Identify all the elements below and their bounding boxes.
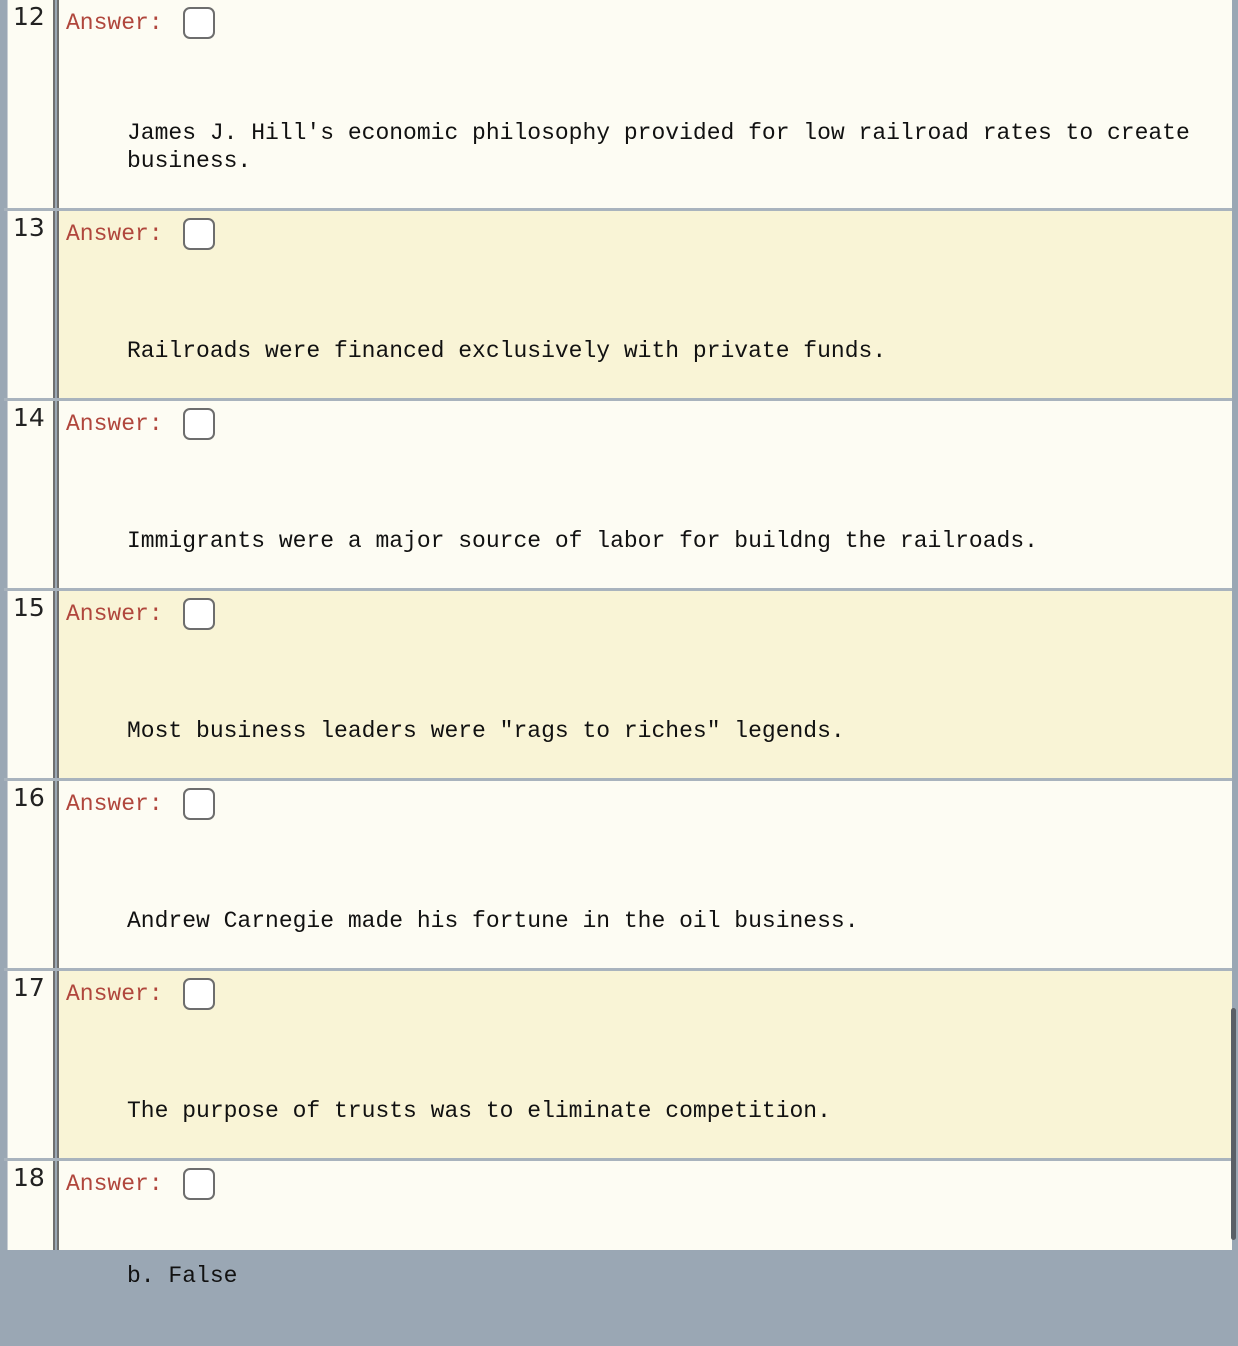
question-row bbox=[4, 398, 1232, 590]
answer-input[interactable] bbox=[183, 1168, 215, 1200]
answer-label: Answer: bbox=[66, 601, 163, 627]
question-text: Most business leaders were "rags to riches" legends. bbox=[127, 718, 845, 744]
question-body bbox=[57, 971, 1232, 1289]
answer-input[interactable] bbox=[183, 788, 215, 820]
question-body bbox=[57, 1161, 1232, 1250]
question-text: Railroads were financed exclusively with private funds. bbox=[127, 338, 887, 364]
question-number: 15 bbox=[7, 591, 55, 780]
question-body bbox=[57, 0, 1232, 211]
answer-input[interactable] bbox=[183, 218, 215, 250]
answer-input[interactable] bbox=[183, 408, 215, 440]
question-body bbox=[57, 211, 1232, 400]
question-row bbox=[4, 778, 1232, 970]
question-row bbox=[4, 588, 1232, 780]
question-body bbox=[57, 781, 1232, 970]
question-number: 18 bbox=[7, 1161, 55, 1250]
answer-label: Answer: bbox=[66, 10, 163, 36]
question-number: 13 bbox=[7, 211, 55, 400]
answer-input[interactable] bbox=[183, 7, 215, 39]
answer-label: Answer: bbox=[66, 221, 163, 247]
question-text: Andrew Carnegie made his fortune in the oil business. bbox=[127, 908, 859, 934]
question-number: 16 bbox=[7, 781, 55, 970]
question-number: 17 bbox=[7, 971, 55, 1160]
answer-input[interactable] bbox=[183, 978, 215, 1010]
question-row bbox=[4, 1158, 1232, 1250]
option-b: b. False bbox=[127, 1263, 238, 1289]
question-body bbox=[57, 591, 1232, 780]
question-text: James J. Hill's economic philosophy provided for low railroad rates to create business. bbox=[127, 120, 1204, 174]
answer-label: Answer: bbox=[66, 1171, 163, 1197]
question-body bbox=[57, 401, 1232, 590]
question-number: 12 bbox=[7, 0, 55, 211]
vertical-scrollbar[interactable] bbox=[1231, 1008, 1236, 1240]
answer-input[interactable] bbox=[183, 598, 215, 630]
question-number: 14 bbox=[7, 401, 55, 590]
question-row bbox=[4, 0, 1232, 211]
answer-label: Answer: bbox=[66, 791, 163, 817]
question-text: Immigrants were a major source of labor for buildng the railroads. bbox=[127, 528, 1038, 554]
question-row bbox=[4, 208, 1232, 400]
question-text: The purpose of trusts was to eliminate competition. bbox=[127, 1098, 831, 1124]
answer-label: Answer: bbox=[66, 411, 163, 437]
answer-label: Answer: bbox=[66, 981, 163, 1007]
